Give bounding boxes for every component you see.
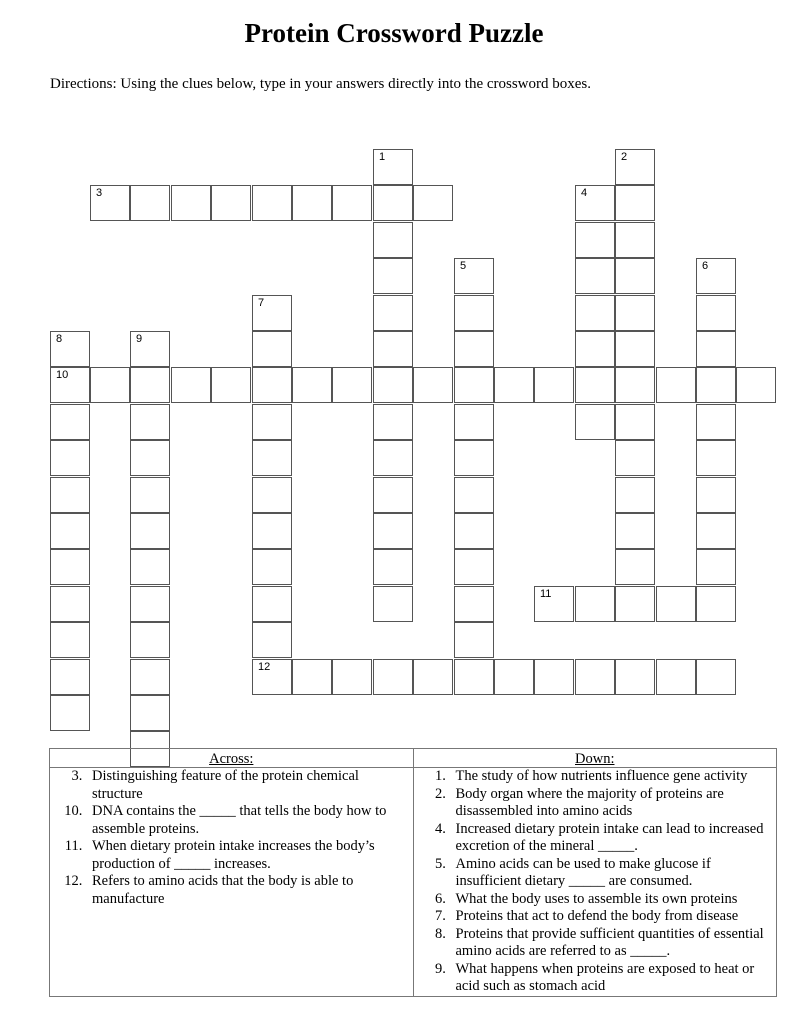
crossword-letter-input[interactable] <box>51 441 89 475</box>
crossword-cell[interactable] <box>373 659 413 695</box>
crossword-cell[interactable] <box>575 367 615 403</box>
crossword-cell[interactable] <box>575 222 615 258</box>
crossword-cell[interactable] <box>50 440 90 476</box>
crossword-cell[interactable] <box>615 659 655 695</box>
crossword-letter-input[interactable] <box>51 405 89 439</box>
crossword-letter-input[interactable] <box>131 550 169 584</box>
crossword-letter-input[interactable] <box>172 368 210 402</box>
crossword-letter-input[interactable] <box>374 259 412 293</box>
crossword-letter-input[interactable] <box>616 259 654 293</box>
crossword-cell[interactable] <box>696 367 736 403</box>
crossword-cell[interactable] <box>413 659 453 695</box>
crossword-cell[interactable] <box>615 477 655 513</box>
crossword-cell[interactable] <box>696 258 736 294</box>
crossword-letter-input[interactable] <box>253 587 291 621</box>
crossword-letter-input[interactable] <box>253 296 291 330</box>
crossword-letter-input[interactable] <box>455 550 493 584</box>
crossword-letter-input[interactable] <box>374 587 412 621</box>
crossword-letter-input[interactable] <box>657 660 695 694</box>
clue-across-3: 3. Distinguishing feature of the protein chemical structure <box>86 768 407 803</box>
crossword-cell[interactable] <box>575 295 615 331</box>
crossword-letter-input[interactable] <box>697 296 735 330</box>
crossword-cell[interactable] <box>494 659 534 695</box>
crossword-letter-input[interactable] <box>51 660 89 694</box>
crossword-cell[interactable] <box>130 513 170 549</box>
crossword-cell[interactable] <box>252 586 292 622</box>
crossword-cell[interactable] <box>615 222 655 258</box>
crossword-letter-input[interactable] <box>253 186 291 220</box>
crossword-cell[interactable] <box>373 440 413 476</box>
clue-down-7: 7. Proteins that act to defend the body from disease <box>450 908 771 926</box>
crossword-letter-input[interactable] <box>455 332 493 366</box>
crossword-cell[interactable] <box>252 513 292 549</box>
crossword-letter-input[interactable] <box>616 332 654 366</box>
crossword-cell[interactable] <box>534 586 574 622</box>
crossword-cell[interactable] <box>252 367 292 403</box>
across-clues-cell <box>50 768 414 997</box>
crossword-letter-input[interactable] <box>374 368 412 402</box>
crossword-cell[interactable] <box>252 331 292 367</box>
crossword-cell[interactable] <box>575 586 615 622</box>
crossword-letter-input[interactable] <box>374 405 412 439</box>
crossword-letter-input[interactable] <box>91 186 129 220</box>
crossword-cell[interactable] <box>373 258 413 294</box>
crossword-cell[interactable] <box>373 222 413 258</box>
clue-number: 10 <box>56 369 69 381</box>
crossword-letter-input[interactable] <box>495 368 533 402</box>
crossword-letter-input[interactable] <box>51 478 89 512</box>
crossword-letter-input[interactable] <box>455 478 493 512</box>
crossword-cell[interactable] <box>615 331 655 367</box>
crossword-cell[interactable] <box>656 586 696 622</box>
clue-down-4: 4. Increased dietary protein intake can lead to increased excretion of the mineral _____. <box>450 821 771 856</box>
crossword-cell[interactable] <box>575 331 615 367</box>
crossword-letter-input[interactable] <box>131 478 169 512</box>
crossword-letter-input[interactable] <box>374 186 412 220</box>
crossword-letter-input[interactable] <box>455 514 493 548</box>
crossword-cell[interactable] <box>130 622 170 658</box>
crossword-cell[interactable] <box>454 659 494 695</box>
crossword-letter-input[interactable] <box>616 660 654 694</box>
crossword-letter-input[interactable] <box>576 223 614 257</box>
crossword-letter-input[interactable] <box>697 332 735 366</box>
clue-down-1: 1. The study of how nutrients influence gene activity <box>450 768 771 786</box>
crossword-cell[interactable] <box>50 331 90 367</box>
clue-across-12: 12. Refers to amino acids that the body is able to manufacture <box>86 873 407 908</box>
crossword-letter-input[interactable] <box>576 296 614 330</box>
crossword-letter-input[interactable] <box>414 186 452 220</box>
crossword-cell[interactable] <box>696 659 736 695</box>
crossword-letter-input[interactable] <box>576 186 614 220</box>
clue-number: 8 <box>56 333 63 345</box>
crossword-letter-input[interactable] <box>253 478 291 512</box>
crossword-cell[interactable] <box>50 404 90 440</box>
clue-down-6: 6. What the body uses to assemble its own proteins <box>450 891 771 909</box>
crossword-letter-input[interactable] <box>374 150 412 184</box>
crossword-cell[interactable] <box>615 295 655 331</box>
crossword-cell[interactable] <box>454 367 494 403</box>
crossword-cell[interactable] <box>696 440 736 476</box>
crossword-letter-input[interactable] <box>697 587 735 621</box>
crossword-cell[interactable] <box>130 586 170 622</box>
crossword-cell[interactable] <box>252 185 292 221</box>
crossword-cell[interactable] <box>373 404 413 440</box>
clue-number: 1 <box>379 151 386 163</box>
crossword-cell[interactable] <box>534 659 574 695</box>
crossword-cell[interactable] <box>292 367 332 403</box>
crossword-cell[interactable] <box>332 659 372 695</box>
crossword-letter-input[interactable] <box>51 587 89 621</box>
crossword-cell[interactable] <box>130 695 170 731</box>
page-title: Protein Crossword Puzzle <box>244 18 544 48</box>
crossword-letter-input[interactable] <box>697 550 735 584</box>
crossword-letter-input[interactable] <box>131 696 169 730</box>
crossword-cell[interactable] <box>211 367 251 403</box>
crossword-cell[interactable] <box>696 586 736 622</box>
down-clue-list <box>420 768 771 996</box>
crossword-letter-input[interactable] <box>172 186 210 220</box>
crossword-cell[interactable] <box>252 404 292 440</box>
crossword-cell[interactable] <box>736 367 776 403</box>
crossword-letter-input[interactable] <box>253 332 291 366</box>
clue-down-9: 9. What happens when proteins are exposed to heat or acid such as stomach acid <box>450 961 771 996</box>
crossword-cell[interactable] <box>50 549 90 585</box>
crossword-cell[interactable] <box>696 404 736 440</box>
crossword-letter-input[interactable] <box>91 368 129 402</box>
crossword-letter-input[interactable] <box>616 587 654 621</box>
clues-table <box>49 748 777 997</box>
across-clue-list <box>56 768 407 908</box>
clue-number: 5 <box>460 260 467 272</box>
crossword-cell[interactable] <box>615 149 655 185</box>
crossword-letter-input[interactable] <box>697 441 735 475</box>
crossword-cell[interactable] <box>130 440 170 476</box>
crossword-cell[interactable] <box>130 185 170 221</box>
crossword-cell[interactable] <box>171 185 211 221</box>
crossword-cell[interactable] <box>50 513 90 549</box>
down-clues-cell <box>413 768 777 997</box>
crossword-letter-input[interactable] <box>253 441 291 475</box>
crossword-cell[interactable] <box>454 477 494 513</box>
crossword-cell[interactable] <box>211 185 251 221</box>
crossword-letter-input[interactable] <box>333 368 371 402</box>
clue-number: 2 <box>621 151 628 163</box>
clue-down-2: 2. Body organ where the majority of proteins are disassembled into amino acids <box>450 786 771 821</box>
crossword-cell[interactable] <box>130 549 170 585</box>
crossword-cell[interactable] <box>454 295 494 331</box>
crossword-cell[interactable] <box>332 367 372 403</box>
clue-number: 4 <box>581 187 588 199</box>
crossword-letter-input[interactable] <box>253 405 291 439</box>
crossword-letter-input[interactable] <box>414 660 452 694</box>
crossword-cell[interactable] <box>373 149 413 185</box>
crossword-cell[interactable] <box>252 440 292 476</box>
crossword-letter-input[interactable] <box>455 368 493 402</box>
crossword-cell[interactable] <box>413 185 453 221</box>
crossword-cell[interactable] <box>615 404 655 440</box>
crossword-letter-input[interactable] <box>576 332 614 366</box>
crossword-letter-input[interactable] <box>455 259 493 293</box>
crossword-cell[interactable] <box>130 367 170 403</box>
crossword-letter-input[interactable] <box>576 368 614 402</box>
crossword-cell[interactable] <box>454 258 494 294</box>
crossword-letter-input[interactable] <box>333 660 371 694</box>
crossword-letter-input[interactable] <box>697 368 735 402</box>
crossword-cell[interactable] <box>656 367 696 403</box>
clue-number: 7 <box>258 297 265 309</box>
crossword-cell[interactable] <box>494 367 534 403</box>
crossword-cell[interactable] <box>90 185 130 221</box>
crossword-letter-input[interactable] <box>495 660 533 694</box>
crossword-cell[interactable] <box>454 331 494 367</box>
crossword-cell[interactable] <box>413 367 453 403</box>
crossword-cell[interactable] <box>252 549 292 585</box>
crossword-letter-input[interactable] <box>374 478 412 512</box>
crossword-letter-input[interactable] <box>657 587 695 621</box>
crossword-letter-input[interactable] <box>576 259 614 293</box>
crossword-letter-input[interactable] <box>737 368 775 402</box>
crossword-letter-input[interactable] <box>455 660 493 694</box>
crossword-letter-input[interactable] <box>131 186 169 220</box>
crossword-letter-input[interactable] <box>414 368 452 402</box>
crossword-letter-input[interactable] <box>212 186 250 220</box>
crossword-cell[interactable] <box>50 695 90 731</box>
crossword-letter-input[interactable] <box>253 514 291 548</box>
crossword-letter-input[interactable] <box>131 441 169 475</box>
crossword-cell[interactable] <box>615 258 655 294</box>
crossword-cell[interactable] <box>373 477 413 513</box>
crossword-letter-input[interactable] <box>51 696 89 730</box>
crossword-cell[interactable] <box>575 185 615 221</box>
crossword-letter-input[interactable] <box>535 368 573 402</box>
crossword-letter-input[interactable] <box>616 478 654 512</box>
crossword-letter-input[interactable] <box>51 550 89 584</box>
crossword-letter-input[interactable] <box>333 186 371 220</box>
crossword-cell[interactable] <box>171 367 211 403</box>
crossword-cell[interactable] <box>615 513 655 549</box>
crossword-letter-input[interactable] <box>576 660 614 694</box>
crossword-cell[interactable] <box>696 513 736 549</box>
crossword-letter-input[interactable] <box>131 368 169 402</box>
crossword-cell[interactable] <box>373 295 413 331</box>
crossword-letter-input[interactable] <box>253 623 291 657</box>
crossword-letter-input[interactable] <box>455 405 493 439</box>
clue-down-8: 8. Proteins that provide sufficient quantities of essential amino acids are referred to as _____. <box>450 926 771 961</box>
crossword-cell[interactable] <box>373 549 413 585</box>
crossword-letter-input[interactable] <box>455 296 493 330</box>
crossword-cell[interactable] <box>50 622 90 658</box>
crossword-letter-input[interactable] <box>51 368 89 402</box>
crossword-letter-input[interactable] <box>535 660 573 694</box>
crossword-letter-input[interactable] <box>131 660 169 694</box>
crossword-letter-input[interactable] <box>616 150 654 184</box>
crossword-letter-input[interactable] <box>576 405 614 439</box>
crossword-letter-input[interactable] <box>253 550 291 584</box>
crossword-cell[interactable] <box>130 659 170 695</box>
crossword-cell[interactable] <box>50 659 90 695</box>
crossword-cell[interactable] <box>696 331 736 367</box>
crossword-letter-input[interactable] <box>374 550 412 584</box>
crossword-letter-input[interactable] <box>131 514 169 548</box>
crossword-letter-input[interactable] <box>374 332 412 366</box>
crossword-letter-input[interactable] <box>374 223 412 257</box>
crossword-cell[interactable] <box>252 622 292 658</box>
crossword-letter-input[interactable] <box>293 660 331 694</box>
crossword-cell[interactable] <box>534 367 574 403</box>
crossword-letter-input[interactable] <box>697 478 735 512</box>
clue-number: 6 <box>702 260 709 272</box>
crossword-letter-input[interactable] <box>374 296 412 330</box>
crossword-letter-input[interactable] <box>616 405 654 439</box>
crossword-letter-input[interactable] <box>616 514 654 548</box>
crossword-letter-input[interactable] <box>293 368 331 402</box>
crossword-cell[interactable] <box>252 295 292 331</box>
crossword-cell[interactable] <box>373 367 413 403</box>
crossword-letter-input[interactable] <box>131 623 169 657</box>
crossword-cell[interactable] <box>696 549 736 585</box>
crossword-cell[interactable] <box>454 586 494 622</box>
crossword-cell[interactable] <box>575 404 615 440</box>
crossword-cell[interactable] <box>615 586 655 622</box>
crossword-letter-input[interactable] <box>253 660 291 694</box>
clue-number: 12 <box>258 661 271 673</box>
crossword-cell[interactable] <box>454 404 494 440</box>
crossword-letter-input[interactable] <box>253 368 291 402</box>
crossword-cell[interactable] <box>575 258 615 294</box>
crossword-cell[interactable] <box>130 404 170 440</box>
crossword-cell[interactable] <box>50 477 90 513</box>
crossword-letter-input[interactable] <box>616 550 654 584</box>
clue-down-5: 5. Amino acids can be used to make glucose if insufficient dietary _____ are consumed. <box>450 856 771 891</box>
crossword-letter-input[interactable] <box>697 660 735 694</box>
crossword-letter-input[interactable] <box>374 660 412 694</box>
crossword-cell[interactable] <box>696 295 736 331</box>
crossword-cell[interactable] <box>454 622 494 658</box>
crossword-cell[interactable] <box>252 477 292 513</box>
crossword-cell[interactable] <box>454 513 494 549</box>
crossword-cell[interactable] <box>130 477 170 513</box>
directions-text: Directions: Using the clues below, type in your answers directly into the crossword boxes. <box>50 76 591 92</box>
crossword-letter-input[interactable] <box>374 441 412 475</box>
crossword-cell[interactable] <box>292 185 332 221</box>
clue-number: 11 <box>540 588 552 600</box>
across-heading: Across: <box>50 749 414 768</box>
crossword-cell[interactable] <box>615 185 655 221</box>
crossword-letter-input[interactable] <box>697 405 735 439</box>
crossword-cell[interactable] <box>130 331 170 367</box>
crossword-cell[interactable] <box>373 586 413 622</box>
crossword-cell[interactable] <box>90 367 130 403</box>
crossword-cell[interactable] <box>656 659 696 695</box>
crossword-letter-input[interactable] <box>131 332 169 366</box>
crossword-letter-input[interactable] <box>455 623 493 657</box>
crossword-cell[interactable] <box>50 586 90 622</box>
crossword-cell[interactable] <box>575 659 615 695</box>
crossword-letter-input[interactable] <box>616 368 654 402</box>
crossword-cell[interactable] <box>615 367 655 403</box>
crossword-letter-input[interactable] <box>697 259 735 293</box>
crossword-cell[interactable] <box>373 513 413 549</box>
crossword-cell[interactable] <box>50 367 90 403</box>
clue-number: 9 <box>136 333 143 345</box>
crossword-cell[interactable] <box>373 331 413 367</box>
clue-across-10: 10. DNA contains the _____ that tells the body how to assemble proteins. <box>86 803 407 838</box>
crossword-letter-input[interactable] <box>616 441 654 475</box>
crossword-letter-input[interactable] <box>697 514 735 548</box>
crossword-cell[interactable] <box>332 185 372 221</box>
crossword-letter-input[interactable] <box>455 441 493 475</box>
crossword-letter-input[interactable] <box>576 587 614 621</box>
crossword-letter-input[interactable] <box>616 186 654 220</box>
crossword-letter-input[interactable] <box>51 623 89 657</box>
crossword-letter-input[interactable] <box>131 587 169 621</box>
crossword-letter-input[interactable] <box>616 296 654 330</box>
crossword-cell[interactable] <box>373 185 413 221</box>
down-heading: Down: <box>413 749 777 768</box>
crossword-letter-input[interactable] <box>455 587 493 621</box>
crossword-letter-input[interactable] <box>131 405 169 439</box>
crossword-letter-input[interactable] <box>535 587 573 621</box>
crossword-letter-input[interactable] <box>212 368 250 402</box>
crossword-letter-input[interactable] <box>51 514 89 548</box>
clue-number: 3 <box>96 187 103 199</box>
crossword-cell[interactable] <box>252 659 292 695</box>
crossword-letter-input[interactable] <box>616 223 654 257</box>
crossword-letter-input[interactable] <box>374 514 412 548</box>
crossword-cell[interactable] <box>696 477 736 513</box>
crossword-letter-input[interactable] <box>293 186 331 220</box>
crossword-letter-input[interactable] <box>51 332 89 366</box>
clue-across-11: 11. When dietary protein intake increases the body’s production of _____ increases. <box>86 838 407 873</box>
crossword-cell[interactable] <box>615 440 655 476</box>
crossword-letter-input[interactable] <box>657 368 695 402</box>
crossword-cell[interactable] <box>292 659 332 695</box>
crossword-cell[interactable] <box>454 549 494 585</box>
crossword-cell[interactable] <box>454 440 494 476</box>
crossword-cell[interactable] <box>615 549 655 585</box>
